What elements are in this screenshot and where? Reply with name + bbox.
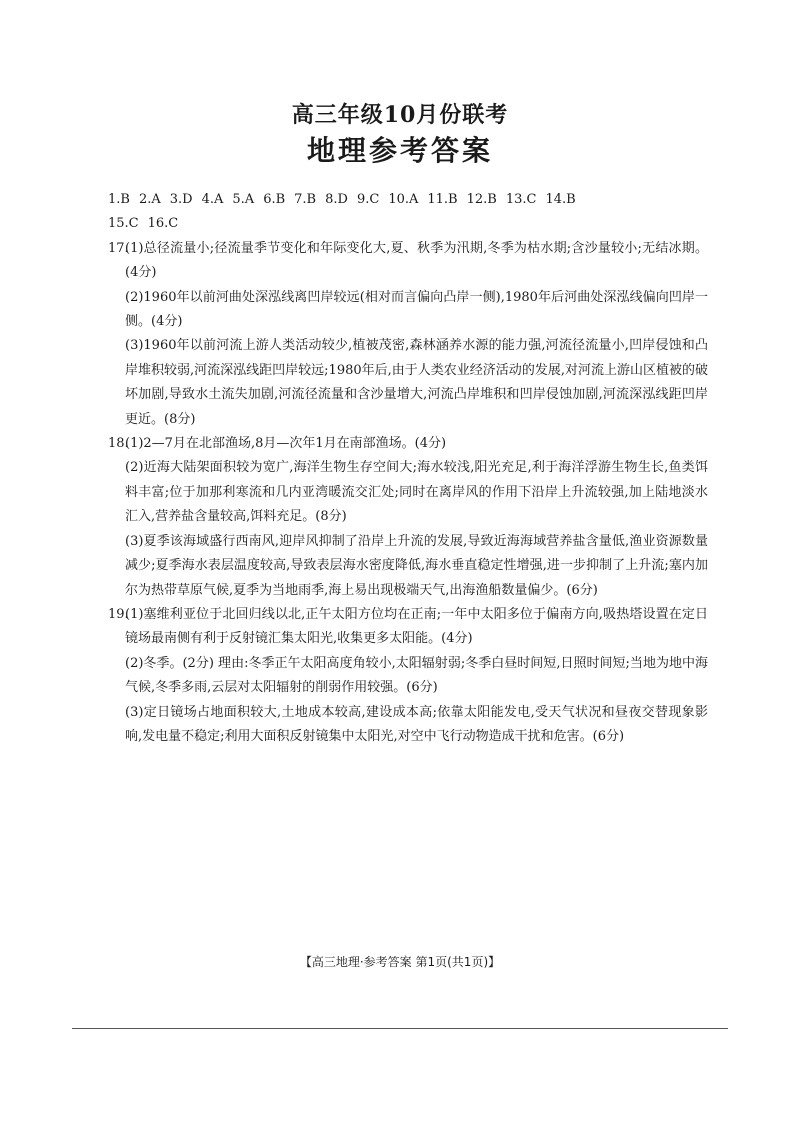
question-17-answers — [125, 237, 708, 432]
mc-answer: 4.A — [201, 192, 224, 207]
answer-part: (3)1960年以前河流上游人类活动较少,植被茂密,森林涵养水源的能力强,河流径流量小,凹岸侵蚀和凸岸堆积较弱,河流深泓线距凹岸较远;1980年后,由于人类农业经济活动的发展,对河流上游山区植被的破坏加剧,导致水土流失加剧,河流径流量和含沙量增大,河流凸岸堆积和凹岸侵蚀加剧,河流深泓线距凹岸更近。(8分) — [125, 338, 708, 427]
multiple-choice-row-2 — [108, 212, 708, 236]
mc-answer: 7.B — [294, 192, 317, 207]
mc-answer: 10.A — [388, 192, 419, 207]
mc-answer: 16.C — [147, 216, 179, 232]
exam-title: 高三年级10月份联考 — [291, 102, 509, 128]
mc-answer: 12.B — [466, 192, 497, 207]
title-block — [0, 100, 800, 170]
multiple-choice-row-1 — [108, 188, 708, 212]
mc-answer: 14.B — [545, 192, 576, 207]
answer-part: (3)定日镜场占地面积较大,土地成本较高,建设成本高;依靠太阳能发电,受天气状况和昼夜交替现象影响,发电量不稳定;利用大面积反射镜集中太阳光,对空中飞行动物造成干扰和危害。(6分) — [125, 704, 708, 744]
answer-part: (1)塞维利亚位于北回归线以北,正午太阳方位均在正南;一年中太阳多位于偏南方向,吸热塔设置在定日镜场最南侧有利于反射镜汇集太阳光,收集更多太阳能。(4分) — [125, 606, 708, 647]
question-17 — [108, 237, 708, 432]
mc-answer: 15.C — [108, 216, 139, 232]
mc-answer: 9.C — [356, 192, 380, 207]
answer-part: (1)2—7月在北部渔场,8月—次年1月在南部渔场。(4分) — [125, 436, 447, 452]
answer-part: (3)夏季该海域盛行西南风,迎岸风抑制了沿岸上升流的发展,导致近海海域营养盐含量低,渔业资源数量减少;夏季海水表层温度较高,导致表层海水密度降低,海水垂直稳定性增强,进一步抑制了上升流;塞内加尔为热带草原气候,夏季为当地雨季,海上易出现极端天气,出海渔船数量偏少。(6分) — [125, 533, 708, 598]
question-number: 18. — [108, 436, 129, 452]
mc-answer: 3.D — [169, 192, 193, 207]
question-18-answers — [125, 432, 708, 603]
mc-answer: 8.D — [325, 192, 348, 207]
mc-answer: 2.A — [138, 192, 161, 207]
mc-answer: 11.B — [427, 192, 458, 207]
page-footer: 【高三地理·参考答案 第1页(共1页)】 — [299, 955, 501, 969]
question-18 — [108, 432, 708, 603]
question-number: 17. — [108, 240, 129, 256]
answer-part: (2)近海大陆架面积较为宽广,海洋生物生存空间大;海水较浅,阳光充足,利于海洋浮游生物生长,鱼类饵料丰富;位于加那利寒流和几内亚湾暖流交汇处;同时在离岸风的作用下沿岸上升流较强,加上陆地淡水汇入,营养盐含量较高,饵料充足。(8分) — [125, 460, 708, 525]
answer-body — [108, 188, 708, 749]
question-number: 19. — [108, 606, 129, 622]
answer-part: (2)冬季。(2分) 理由:冬季正午太阳高度角较小,太阳辐射弱;冬季白昼时间短,日照时间短;当地为地中海气候,冬季多雨,云层对太阳辐射的削弱作用较强。(6分) — [125, 655, 708, 696]
mc-answer: 6.B — [263, 192, 286, 207]
bottom-divider — [72, 1028, 728, 1029]
answer-part: (1)总径流量小;径流量季节变化和年际变化大,夏、秋季为汛期,冬季为枯水期;含沙量较小;无结冰期。(4分) — [125, 240, 708, 281]
mc-answer: 5.A — [232, 192, 255, 207]
mc-answer: 13.C — [505, 192, 537, 207]
answer-key-title: 地理参考答案 — [306, 134, 493, 167]
question-19-answers — [125, 603, 708, 749]
question-19 — [108, 603, 708, 749]
answer-part: (2)1960年以前河曲处深泓线离凹岸较远(相对而言偏向凸岸一侧),1980年后河曲处深泓线偏向凹岸一侧。(4分) — [125, 289, 708, 330]
mc-answer: 1.B — [108, 192, 130, 207]
